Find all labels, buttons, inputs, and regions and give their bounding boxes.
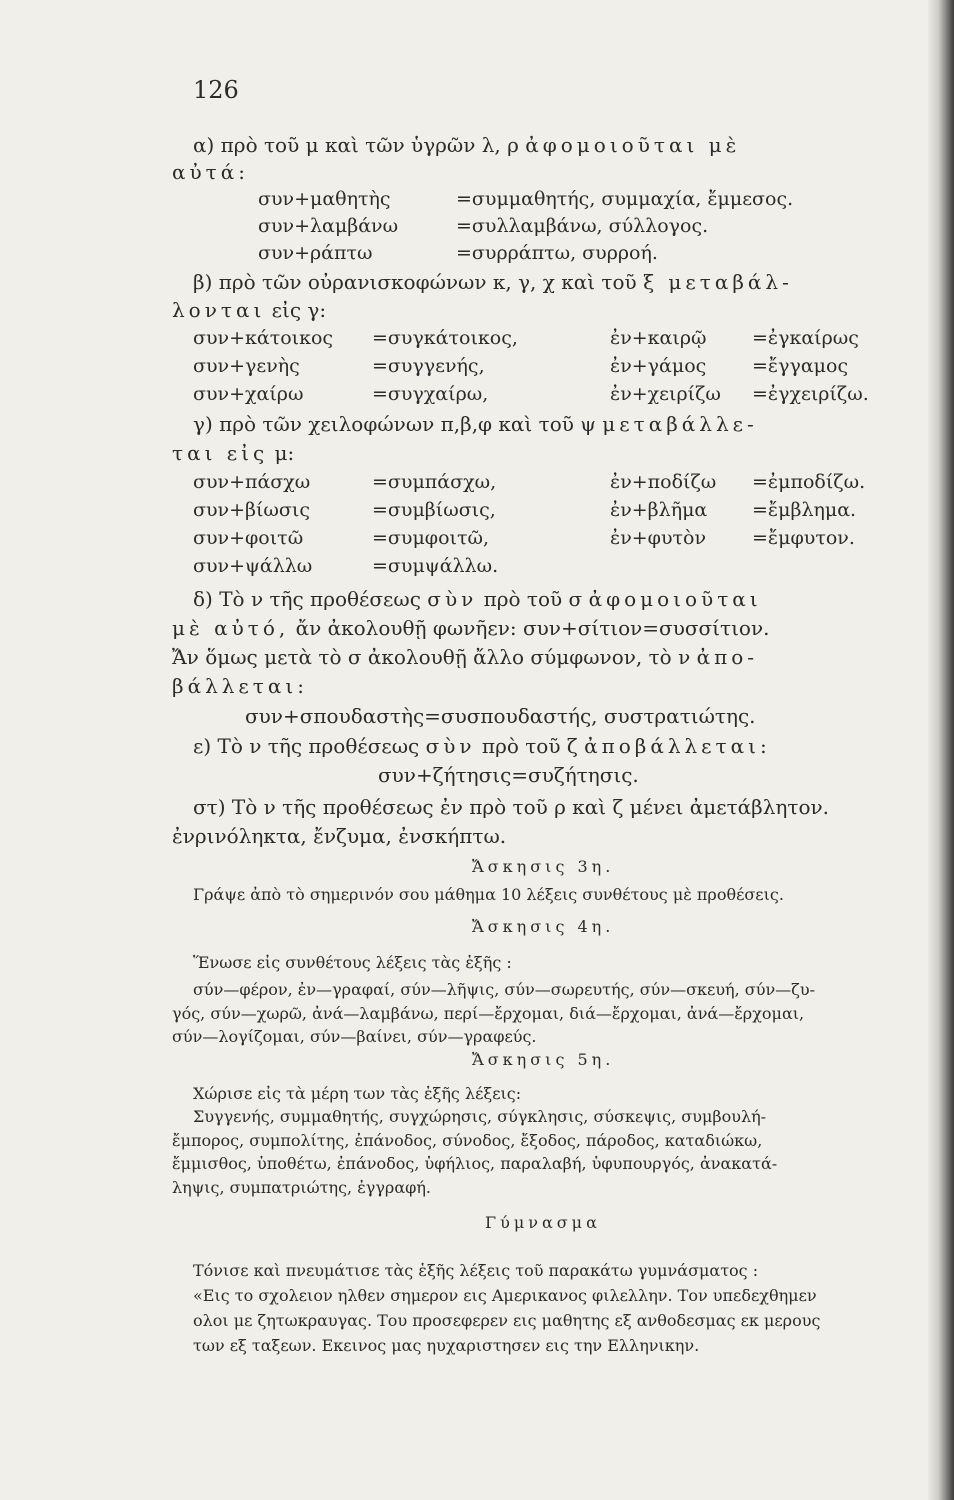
page-edge-shadow — [928, 0, 954, 1500]
page-number: 126 — [193, 76, 239, 104]
exercise-4-line: γός, σύν—χωρῶ, ἀνά—λαμβάνω, περί—ἔρχομαι, διά—ἔρχομαι, ἀνά—ἔρχομαι, — [172, 1004, 805, 1023]
example-result: =συγγενής, — [372, 355, 485, 377]
exercise-5-line: ἔμπορος, συμπολίτης, ἐπάνοδος, σύνοδος, ἔξοδος, πάροδος, καταδιώκω, — [172, 1131, 763, 1150]
section-a-line2: αὐτά: — [172, 160, 249, 184]
example-result: =ἐγκαίρως — [752, 327, 859, 349]
gymnasma-line: «Εις το σχολειον ηλθεν σημερον εις Αμερικανος φιλελλην. Τον υπεδεχθημεν — [193, 1286, 817, 1305]
example-left: ἐν+γάμος — [610, 355, 707, 377]
example-left: συν+φοιτῶ — [193, 527, 304, 549]
section-d-spaced-b: ἀφομοιοῦται — [588, 587, 762, 611]
section-e-text-b: πρὸ τοῦ ζ — [475, 734, 585, 758]
exercise-5-line: Συγγενής, συμμαθητής, συγχώρησις, σύγκλησις, σύσκεψις, συμβουλή- — [193, 1107, 767, 1126]
example-result: =ἔγγαμος — [752, 355, 849, 377]
exercise-4-line: σύν—λογίζομαι, σύν—βαίνει, σύν—γραφεύς. — [172, 1027, 537, 1046]
section-b-line2 — [172, 298, 326, 322]
section-d-line3 — [172, 645, 758, 669]
example-result: =συρράπτω, συρροή. — [456, 242, 658, 264]
example-left: συν+βίωσις — [193, 499, 310, 521]
section-a-text: α) πρὸ τοῦ μ καὶ τῶν ὑγρῶν λ, ρ — [193, 133, 526, 157]
section-e-spaced-b: ἀποβάλλεται: — [584, 734, 771, 758]
exercise-5-title: Ἄσκησις 5η. — [472, 1050, 615, 1069]
exercise-3-text: Γράψε ἀπὸ τὸ σημερινόν σου μάθημα 10 λέξεις συνθέτους μὲ προθέσεις. — [193, 885, 784, 904]
example-result: =συγχαίρω, — [372, 383, 489, 405]
example-left: ἐν+χειρίζω — [610, 383, 721, 405]
example-result: =συμμαθητής, συμμαχία, ἔμμεσος. — [456, 188, 794, 210]
section-b-spaced-2: λονται — [172, 298, 266, 322]
section-e-heading — [193, 734, 771, 758]
example-result: =ἔμβλημα. — [752, 499, 857, 521]
exercise-4-line: σύν—φέρον, ἐν—γραφαί, σύν—λῆψις, σύν—σωρευτής, σύν—σκευή, σύν—ζυ- — [193, 980, 815, 999]
section-d-spaced-2: μὲ αὐτό, — [172, 616, 290, 640]
example-left: συν+πάσχω — [193, 471, 311, 493]
gymnasma-line: Τόνισε καὶ πνευμάτισε τὰς ἑξῆς λέξεις τοῦ παρακάτω γυμνάσματος : — [193, 1261, 759, 1280]
section-d-text-b: πρὸ τοῦ σ — [477, 587, 589, 611]
section-e-text: ε) Τὸ ν τῆς προθέσεως — [193, 734, 426, 758]
section-d-example: συν+σπουδαστὴς=συσπουδαστής, συστρατιώτης. — [245, 704, 756, 728]
example-left: συν+κάτοικος — [193, 327, 334, 349]
gymnasma-title: Γύμνασμα — [485, 1213, 601, 1232]
section-d-line2 — [172, 616, 769, 640]
example-left: συν+γενὴς — [193, 355, 300, 377]
example-left: συν+μαθητὴς — [258, 188, 391, 210]
section-d-spaced-3: ἀπο- — [696, 645, 759, 669]
section-b-spaced: ξ μεταβάλ- — [643, 270, 793, 294]
example-result: =συγκάτοικος, — [372, 327, 518, 349]
example-left: ἐν+ποδίζω — [610, 471, 717, 493]
section-st-heading: στ) Τὸ ν τῆς προθέσεως ἐν πρὸ τοῦ ρ καὶ ζ μένει ἀμετάβλητον. — [193, 795, 830, 819]
section-c-text: γ) πρὸ τῶν χειλοφώνων π,β,φ καὶ τοῦ ψ — [193, 412, 603, 436]
exercise-4-line: Ἕνωσε εἰς συνθέτους λέξεις τὰς ἑξῆς : — [193, 953, 512, 972]
section-b-text: β) πρὸ τῶν οὐρανισκοφώνων κ, γ, χ καὶ τοῦ — [193, 270, 644, 294]
example-left: συν+χαίρω — [193, 383, 304, 405]
exercise-5-line: Χώρισε εἰς τὰ μέρη των τὰς ἑξῆς λέξεις: — [193, 1084, 522, 1103]
section-e-spaced: σὺν — [425, 734, 476, 758]
section-d-line4: βάλλεται: — [172, 674, 308, 698]
section-a-spaced: ἀφομοιοῦται μὲ — [525, 133, 741, 157]
section-c-spaced: μεταβάλλε- — [602, 412, 758, 436]
example-result: =συμβίωσις, — [372, 499, 496, 521]
example-left: ἐν+φυτὸν — [610, 527, 707, 549]
exercise-3-title: Ἄσκησις 3η. — [472, 857, 615, 876]
section-c-text-2: μ: — [268, 441, 295, 465]
section-d-text-3: Ἄν ὅμως μετὰ τὸ σ ἀκολουθῇ ἄλλο σύμφωνον, τὸ ν — [172, 645, 697, 669]
section-d-text-2: ἄν ἀκολουθῇ φωνῆεν: συν+σίτιον=συσσίτιον. — [289, 616, 770, 640]
example-left: συν+ψάλλω — [193, 555, 313, 577]
example-left: ἐν+καιρῷ — [610, 327, 707, 349]
section-d-spaced: σὺν — [427, 587, 478, 611]
example-left: συν+ράπτω — [258, 242, 373, 264]
exercise-5-line: ἔμμισθος, ὑποθέτω, ἐπάνοδος, ὑφήλιος, παραλαβή, ὑφυπουργός, ἀνακατά- — [172, 1154, 778, 1173]
section-b-heading — [193, 270, 793, 294]
section-c-spaced-2: ται εἰς — [172, 441, 269, 465]
example-result: =ἐγχειρίζω. — [752, 383, 869, 405]
gymnasma-line: ολοι με ζητωκραυγας. Του προσεφερεν εις μαθητης εξ ανθοδεσμας εκ μερους — [193, 1311, 821, 1330]
gymnasma-line: των εξ ταξεων. Εκεινος μας ηυχαριστησεν εις την Ελληνικην. — [193, 1336, 700, 1355]
section-e-example: συν+ζήτησις=συζήτησις. — [378, 763, 639, 787]
example-result: =ἐμποδίζω. — [752, 471, 866, 493]
exercise-4-title: Ἄσκησις 4η. — [472, 917, 615, 936]
exercise-5-line: ληψις, συμπατριώτης, ἐγγραφή. — [172, 1178, 431, 1197]
example-result: =συμπάσχω, — [372, 471, 497, 493]
example-left: συν+λαμβάνω — [258, 215, 399, 237]
example-result: =συμφοιτῶ, — [372, 527, 490, 549]
section-b-text-2: εἰς γ: — [265, 298, 327, 322]
section-d-heading — [193, 587, 762, 611]
example-result: =ἔμφυτον. — [752, 527, 855, 549]
section-d-text: δ) Τὸ ν τῆς προθέσεως — [193, 587, 428, 611]
section-a-heading — [193, 133, 740, 157]
section-st-examples: ἐνρινόληκτα, ἔνζυμα, ἐνσκήπτω. — [172, 824, 507, 848]
section-c-heading — [193, 412, 758, 436]
example-left: ἐν+βλῆμα — [610, 499, 708, 521]
example-result: =συλλαμβάνω, σύλλογος. — [456, 215, 709, 237]
section-c-line2 — [172, 441, 294, 465]
example-result: =συμψάλλω. — [372, 555, 499, 577]
